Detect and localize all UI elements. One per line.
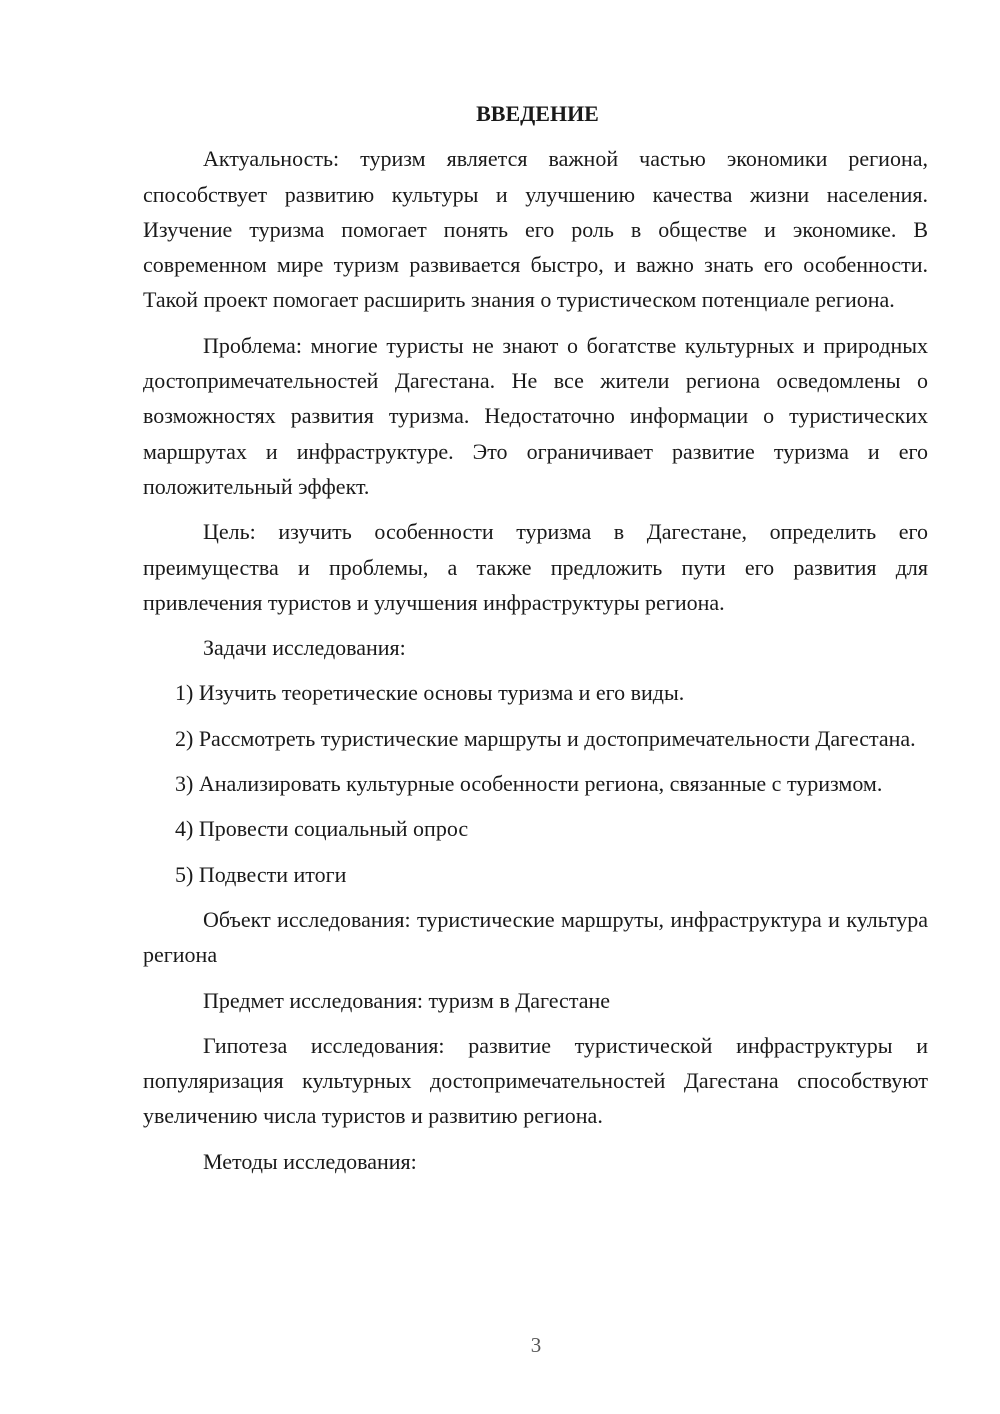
object-paragraph: Объект исследования: туристические маршруты, инфраструктура и культура региона bbox=[143, 906, 928, 968]
page-title: ВВЕДЕНИЕ bbox=[476, 101, 599, 126]
page-number: 3 bbox=[530, 1333, 542, 1357]
subject-paragraph: Предмет исследования: туризм в Дагестане bbox=[203, 987, 610, 1013]
hypothesis-paragraph: Гипотеза исследования: развитие туристической инфраструктуры и популяризация культурных достопримечательностей Дагестана способствуют увеличению числа туристов и развитию региона. bbox=[143, 1032, 928, 1129]
relevance-paragraph: Актуальность: туризм является важной частью экономики региона, способствует развитию культуры и улучшению качества жизни населения. Изучение туризма помогает понять его роль в обществе и экономике. В современном мире туризм развивается быстро, и важно знать его особенности. Такой проект помогает расширить знания о туристическом потенциале региона. bbox=[143, 146, 928, 313]
task-item: 4) Провести социальный опрос bbox=[175, 816, 469, 842]
document-body bbox=[143, 96, 928, 1189]
task-item: 3) Анализировать культурные особенности региона, связанные с туризмом. bbox=[175, 771, 883, 797]
task-item: 5) Подвести итоги bbox=[175, 861, 347, 887]
task-item: 1) Изучить теоретические основы туризма и его виды. bbox=[175, 680, 685, 706]
methods-heading: Методы исследования: bbox=[203, 1148, 417, 1174]
task-item: 2) Рассмотреть туристические маршруты и достопримечательности Дагестана. bbox=[175, 725, 916, 751]
tasks-heading: Задачи исследования: bbox=[203, 635, 406, 661]
goal-paragraph: Цель: изучить особенности туризма в Дагестане, определить его преимущества и проблемы, а также предложить пути его развития для привлечения туристов и улучшения инфраструктуры региона. bbox=[143, 519, 928, 615]
problem-paragraph: Проблема: многие туристы не знают о богатстве культурных и природных достопримечательностей Дагестана. Не все жители региона осведомлены о возможностях развития туризма. Недостаточно информации о туристических маршрутах и инфраструктуре. Это ограничивает развитие туризма и его положительный эффект. bbox=[143, 332, 928, 499]
